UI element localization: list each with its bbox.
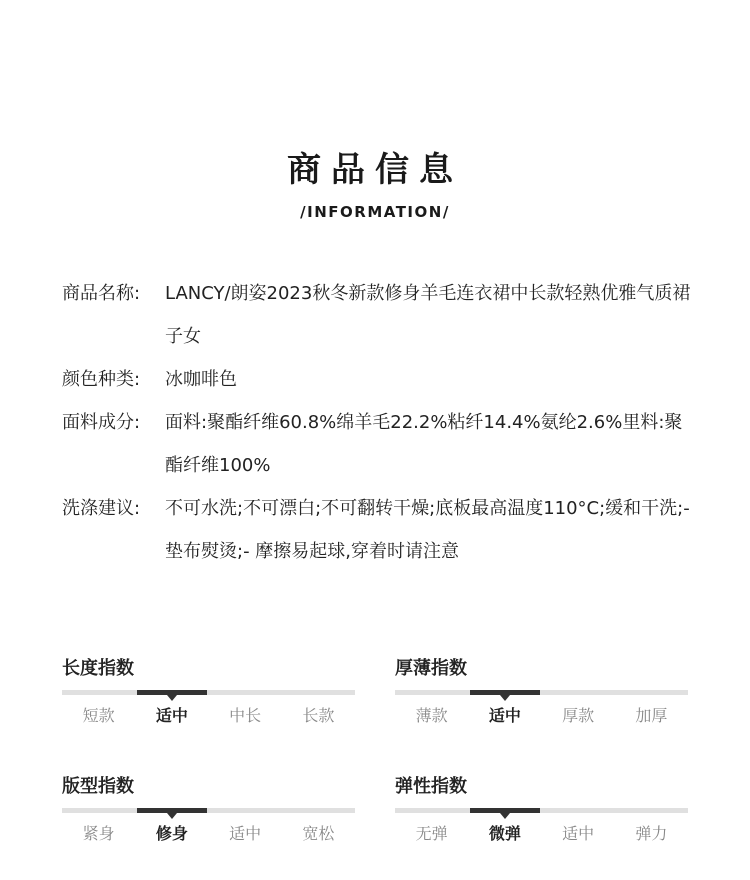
product-info [62, 272, 692, 573]
index-title: 厚薄指数 [395, 658, 467, 679]
index-options [395, 823, 688, 845]
index-bar [395, 808, 688, 813]
info-label: 洗涤建议: [62, 498, 141, 519]
index-option: 加厚 [635, 706, 668, 725]
index-options [395, 705, 688, 727]
index-bar-marker [470, 808, 540, 813]
info-label: 颜色种类: [62, 369, 141, 390]
index-bar-marker [137, 690, 207, 695]
index-title: 版型指数 [62, 776, 134, 797]
info-row-wash [62, 487, 692, 573]
index-option: 厚款 [562, 706, 595, 725]
index-bar [62, 690, 355, 695]
info-value: 不可水洗;不可漂白;不可翻转干燥;底板最高温度110°C;缓和干洗;- 垫布熨烫;- 摩擦易起球,穿着时请注意 [165, 498, 690, 562]
info-row-fabric [62, 401, 692, 487]
index-option: 短款 [82, 706, 115, 725]
index-option: 适中 [155, 706, 188, 725]
thickness-index [395, 657, 688, 727]
index-option: 无弹 [415, 824, 448, 843]
index-option: 紧身 [82, 824, 115, 843]
index-option: 适中 [562, 824, 595, 843]
length-index [62, 657, 355, 727]
index-option: 中长 [229, 706, 262, 725]
info-value: 冰咖啡色 [165, 369, 237, 390]
info-value: LANCY/朗姿2023秋冬新款修身羊毛连衣裙中长款轻熟优雅气质裙子女 [165, 283, 691, 347]
index-title: 弹性指数 [395, 776, 467, 797]
index-bar [62, 808, 355, 813]
page-title: 商品信息 [287, 150, 463, 190]
index-option: 微弹 [488, 824, 521, 843]
index-bar-marker [137, 808, 207, 813]
fit-index [62, 775, 355, 845]
info-label: 面料成分: [62, 412, 141, 433]
index-bar-marker [470, 690, 540, 695]
index-bar [395, 690, 688, 695]
index-option: 薄款 [415, 706, 448, 725]
index-option: 适中 [229, 824, 262, 843]
index-options [62, 823, 355, 845]
index-title: 长度指数 [62, 658, 134, 679]
index-option: 宽松 [302, 824, 335, 843]
index-option: 修身 [155, 824, 188, 843]
info-label: 商品名称: [62, 283, 141, 304]
index-option: 适中 [488, 706, 521, 725]
info-row-color [62, 358, 692, 401]
info-row-name [62, 272, 692, 358]
index-option: 弹力 [635, 824, 668, 843]
elasticity-index [395, 775, 688, 845]
info-value: 面料:聚酯纤维60.8%绵羊毛22.2%粘纤14.4%氨纶2.6%里料:聚酯纤维100% [165, 412, 683, 476]
page-subtitle: /INFORMATION/ [300, 203, 450, 221]
index-options [62, 705, 355, 727]
index-option: 长款 [302, 706, 335, 725]
